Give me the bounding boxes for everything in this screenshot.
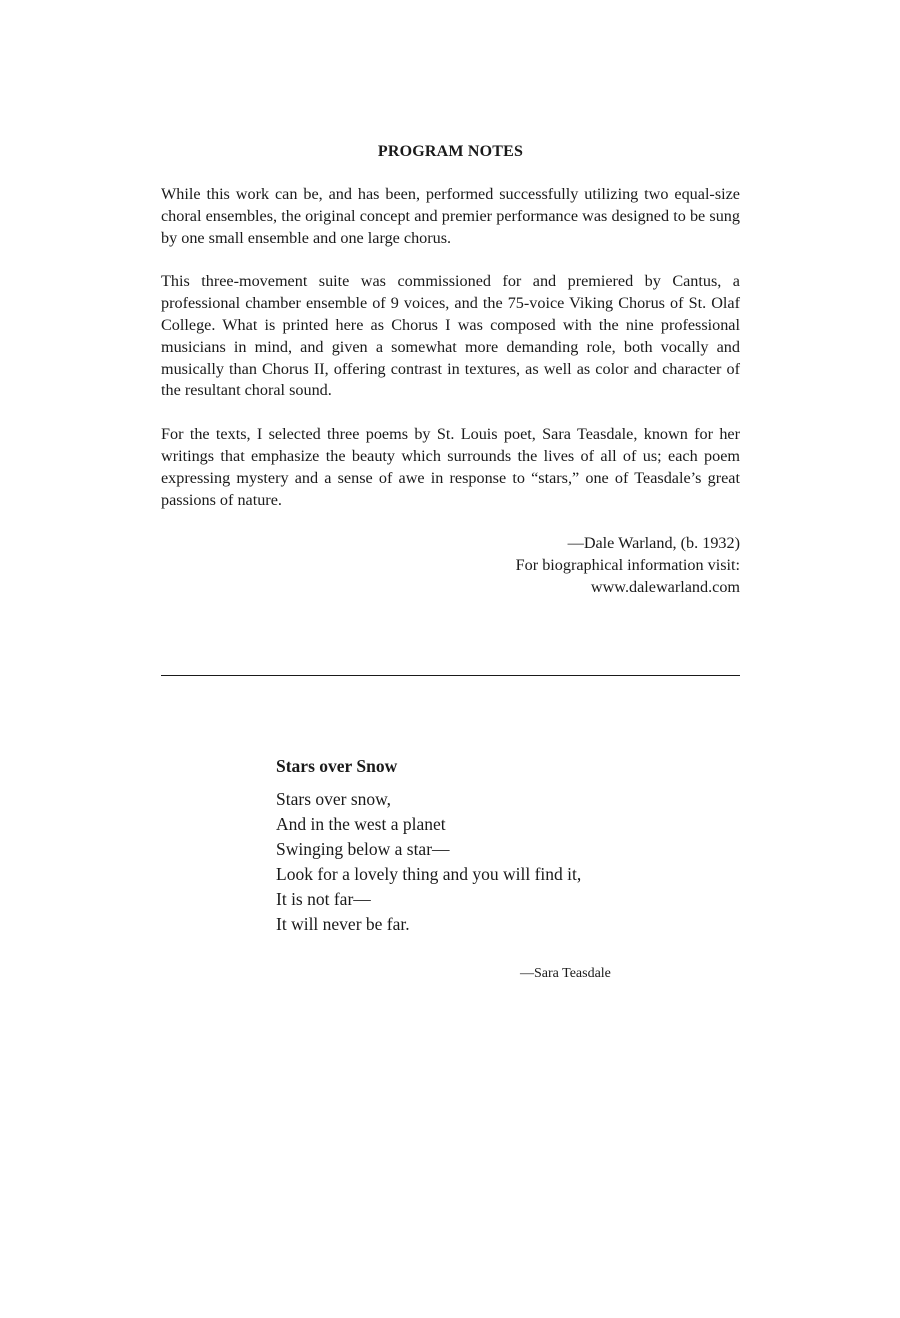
program-notes-section bbox=[161, 142, 740, 599]
poem-line-5: It is not far— bbox=[276, 889, 371, 909]
notes-paragraph-1: While this work can be, and has been, performed successfully utilizing two equal-size choral ensembles, the original concept and premier performance was designed to be sung by one small ensemble and one large chorus. bbox=[161, 185, 740, 247]
poem-lines bbox=[276, 787, 636, 937]
poem-line-1: Stars over snow, bbox=[276, 789, 392, 809]
poem-section bbox=[276, 755, 636, 937]
poem-line-6: It will never be far. bbox=[276, 914, 410, 934]
notes-paragraph-3: For the texts, I selected three poems by St. Louis poet, Sara Teasdale, known for her writings that emphasize the beauty which surrounds the lives of all of us; each poem expressing mystery and a sense of awe in response to “stars,” one of Teasdale’s great passions of nature. bbox=[161, 425, 740, 509]
poem-author: —Sara Teasdale bbox=[520, 966, 611, 981]
notes-signature bbox=[161, 533, 740, 598]
section-divider bbox=[161, 675, 740, 676]
signature-info: For biographical information visit: bbox=[515, 556, 740, 575]
poem-line-3: Swinging below a star— bbox=[276, 839, 450, 859]
program-notes-heading: PROGRAM NOTES bbox=[377, 143, 524, 160]
poem-line-2: And in the west a planet bbox=[276, 814, 446, 834]
signature-author: —Dale Warland, (b. 1932) bbox=[567, 534, 740, 553]
signature-website: www.dalewarland.com bbox=[590, 577, 740, 596]
poem-line-4: Look for a lovely thing and you will find it, bbox=[276, 864, 582, 884]
notes-paragraph-2: This three-movement suite was commissioned for and premiered by Cantus, a professional chamber ensemble of 9 voices, and the 75-voice Viking Chorus of St. Olaf College. What is printed here as Chorus I was composed with the nine professional musicians in mind, and given a somewhat more demanding role, both vocally and musically than Chorus II, offering contrast in textures, as well as color and character of the resultant choral sound. bbox=[161, 272, 740, 400]
poem-title: Stars over Snow bbox=[276, 756, 398, 776]
